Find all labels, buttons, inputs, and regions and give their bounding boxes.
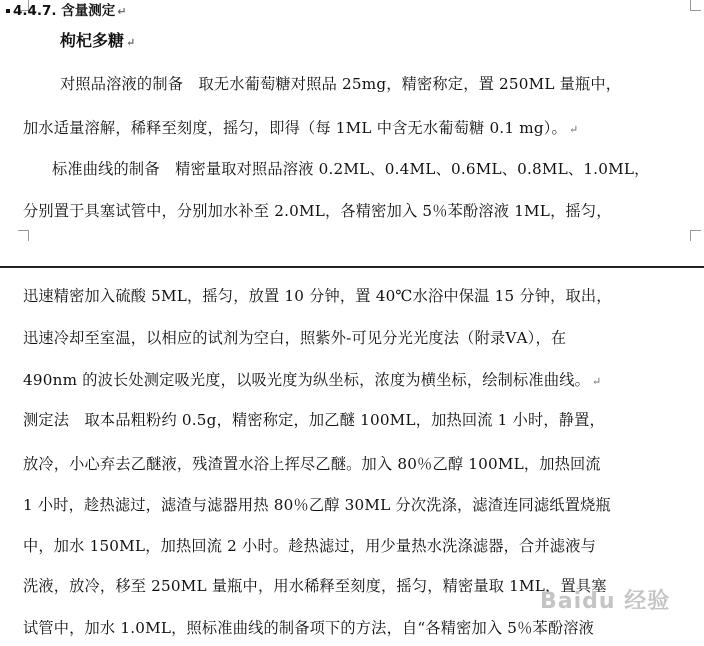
text-line[interactable]: 分别置于具塞试管中，分别加水补至 2.0ML，各精密加入 5％苯酚溶液 1ML，摇匀， (23, 202, 612, 220)
margin-corner-mark (690, 230, 701, 241)
text-line[interactable]: 1 小时，趁热滤过，滤渣与滤器用热 80％乙醇 30ML 分次洗涤，滤渣连同滤纸置烧瓶 (23, 496, 611, 514)
page-break-line (0, 266, 704, 268)
subheading[interactable]: 枸杞多糖 ↵ (60, 31, 136, 50)
paragraph-mark-icon: ↵ (568, 123, 579, 136)
text-line[interactable]: 洗液，放冷，移至 250ML 量瓶中，用水稀释至刻度，摇匀，精密量取 1ML，置具塞 (23, 577, 607, 595)
text-line[interactable]: 490nm 的波长处测定吸光度，以吸光度为纵坐标，浓度为横坐标，绘制标准曲线。 ↵ (23, 371, 602, 389)
text-line[interactable]: 迅速冷却至室温，以相应的试剂为空白，照紫外-可见分光光度法（附录ⅤA），在 (23, 329, 567, 347)
text-line[interactable]: 放冷，小心弃去乙醚液，残渣置水浴上挥尽乙醚。加入 80％乙醇 100ML，加热回流 (23, 455, 601, 473)
text-line[interactable]: 迅速精密加入硫酸 5ML，摇匀，放置 10 分钟，置 40℃水浴中保温 15 分钟，取出， (23, 287, 612, 305)
paragraph-mark-icon: ↵ (592, 375, 602, 388)
text-line[interactable]: 对照品溶液的制备 取无水葡萄糖对照品 25mg，精密称定，置 250ML 量瓶中， (60, 75, 622, 93)
margin-corner-mark (690, 0, 701, 11)
document-page-bottom (0, 270, 704, 646)
section-heading[interactable]: 4.4.7. 含量测定 ↵ (6, 2, 126, 21)
paragraph-mark-icon: ↵ (126, 36, 136, 49)
text-line[interactable]: 中，加水 150ML，加热回流 2 小时。趁热滤过，用少量热水洗涤滤器，合并滤液与 (23, 537, 596, 555)
heading-bullet-icon (6, 9, 10, 13)
text-line[interactable]: 试管中，加水 1.0ML，照标准曲线的制备项下的方法，自“各精密加入 5％苯酚溶液 (23, 619, 595, 637)
text-line[interactable]: 标准曲线的制备 精密量取对照品溶液 0.2ML、0.4ML、0.6ML、0.8ML、1.0ML， (52, 160, 650, 178)
text-line[interactable]: 测定法 取本品粗粉约 0.5g，精密称定，加乙醚 100ML，加热回流 1 小时，静置， (23, 411, 605, 429)
baidu-watermark-logo: Baidu 经验 (540, 589, 671, 614)
paragraph-mark-icon: ↵ (117, 5, 127, 18)
document-page-top (0, 0, 704, 258)
text-line[interactable]: 加水适量溶解，稀释至刻度，摇匀，即得（每 1ML 中含无水葡萄糖 0.1 mg）。 ↵ (23, 119, 579, 137)
margin-corner-mark (18, 230, 29, 241)
